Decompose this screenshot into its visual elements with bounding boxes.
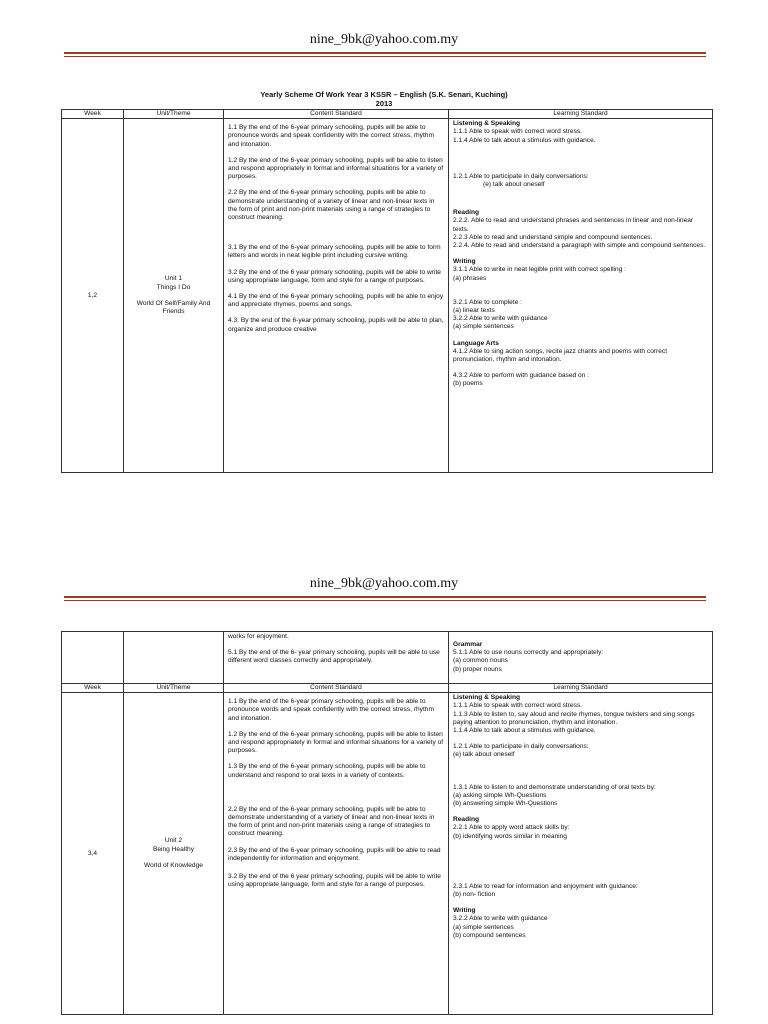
content-standard: 1.2 By the end of the 6-year primary schooling, pupils will be able to listen and respond appropriately in formal and informal situations for a variety of purposes. xyxy=(228,156,444,181)
learning-item: 1.1.3 Able to listen to, say aloud and recite rhymes, tongue twisters and sing songs paying attention to pronunciation, rhythm and intonation. xyxy=(453,710,695,726)
content-standard: 1.3 By the end of the 6-year primary schooling, pupils will be able to understand and respond to oral texts in a variety of contexts. xyxy=(228,763,426,779)
scheme-table-page-1 xyxy=(61,109,713,473)
col-week-header: Week xyxy=(62,110,124,119)
week-cell: 1,2 xyxy=(62,119,124,473)
learning-item: (a) simple sentences xyxy=(453,923,514,931)
content-standard: 3.2 By the end of the 6 year primary schooling, pupils will be able to write using appropriate language, form and style for a range of purposes. xyxy=(228,268,441,284)
content-cell xyxy=(224,632,449,684)
content-standard: 5.1 By the end of the 6- year primary schooling, pupils will be able to use different word classes correctly and appropriately. xyxy=(228,649,440,665)
content-standard: 4.1 By the end of the 6-year primary schooling, pupils will be able to enjoy and appreciate rhymes, poems and songs. xyxy=(228,293,444,309)
learning-item: (b) compound sentences xyxy=(453,931,526,939)
content-standard: 4.3. By the end of the 6-year primary schooling, pupils will be able to plan, organize and produce creative xyxy=(228,317,444,333)
learning-item: 2.2.3 Able to read and understand simple and compound sentences. xyxy=(453,233,653,241)
learning-item: 1.2.1 Able to participate in daily conversations: xyxy=(453,743,589,751)
table-row xyxy=(62,119,713,473)
unit-title: Unit 2 xyxy=(164,837,183,845)
section-label: Writing xyxy=(453,907,476,915)
learning-item: (a) common nouns xyxy=(453,657,508,665)
learning-item: 2.2.2. Able to read and understand phrases and sentences in linear and non-linear texts. xyxy=(453,217,694,233)
scheme-table-page-2 xyxy=(61,631,713,1015)
unit-name: Things I Do xyxy=(156,283,191,291)
document-title xyxy=(0,90,768,108)
learning-item: (a) asking simple Wh-Questions xyxy=(453,791,547,799)
col-content-header: Content Standard xyxy=(224,684,449,693)
col-learning-header: Learning Standard xyxy=(449,684,713,693)
learning-item: (b) poems xyxy=(453,380,483,388)
content-standard: 1.1 By the end of the 6-year primary schooling, pupils will be able to pronounce words and speak confidently with the correct stress, rhythm and intonation. xyxy=(228,124,434,148)
content-standard: 1.2 By the end of the 6-year primary schooling, pupils will be able to listen and respond appropriately in formal and informal situations for a variety of purposes. xyxy=(228,730,444,755)
unit-cell xyxy=(124,119,224,473)
content-standard: 3.1 By the end of the 6-year primary schooling, pupils will be able to form letters and words in neat legible print including cursive writing. xyxy=(228,244,441,260)
unit-cell xyxy=(124,632,224,684)
learning-cell xyxy=(449,119,713,473)
table-header-row xyxy=(62,684,713,693)
title-line-1: Yearly Scheme Of Work Year 3 KSSR – English (S.K. Senari, Kuching) xyxy=(260,90,508,99)
learning-item: 3.2.1 Able to complete : xyxy=(453,298,522,306)
learning-item: 4.1.2 Able to sing action songs, recite jazz chants and poems with correct pronunciation, rhythm and intonation. xyxy=(453,347,668,364)
learning-item: 1.1.1 Able to speak with correct word stress. xyxy=(453,702,583,710)
learning-cell xyxy=(449,693,713,1015)
learning-item: 1.1.4 Able to talk about a stimulus with guidance. xyxy=(453,136,596,144)
section-label: Listening & Speaking xyxy=(453,120,521,128)
learning-item: 4.3.2 Able to perform with guidance based on : xyxy=(453,372,589,380)
content-standard: 3.2 By the end of the 6 year primary schooling, pupils will be able to write using appropriate language, form and style for a range of purposes. xyxy=(228,873,441,889)
learning-item: 2.3.1 Able to read for information and enjoyment with guidance: xyxy=(453,882,638,890)
learning-item: (b) identifying words similar in meaning xyxy=(453,832,567,840)
learning-cell xyxy=(449,632,713,684)
content-standard: 1.1 By the end of the 6-year primary schooling, pupils will be able to pronounce words and speak confidently with the correct stress, rhythm and intonation. xyxy=(228,698,434,722)
learning-item: 1.3.1 Able to listen to and demonstrate understanding of oral texts by: xyxy=(453,783,656,791)
table-header-row xyxy=(62,110,713,119)
section-label: Reading xyxy=(453,209,480,217)
section-label: Writing xyxy=(453,258,476,266)
content-cell xyxy=(224,119,449,473)
learning-item: 3.2.2 Able to write with guidance xyxy=(453,315,548,323)
col-unit-header: Unit/Theme xyxy=(124,684,224,693)
week-cell: 3,4 xyxy=(62,693,124,1015)
learning-item: (e) talk about oneself xyxy=(453,751,515,759)
section-label: Language Arts xyxy=(453,339,499,347)
learning-item: (b) non- fiction xyxy=(453,891,496,899)
learning-item: 1.2.1 Able to participate in daily conversations: xyxy=(453,172,589,180)
col-week-header: Week xyxy=(62,684,124,693)
col-content-header: Content Standard xyxy=(224,110,449,119)
learning-item: 2.2.4. Able to read and understand a paragraph with simple and compound sentences. xyxy=(453,242,706,250)
learning-item: 2.2.1 Able to apply word attack skills by: xyxy=(453,824,570,832)
learning-item: (b) proper nouns xyxy=(453,665,502,673)
learning-item: (b) answering simple Wh-Questions xyxy=(453,800,558,808)
week-cell xyxy=(62,632,124,684)
learning-item: (a) linear texts xyxy=(453,307,495,315)
section-label: Grammar xyxy=(453,641,483,648)
content-standard: 2.2 By the end of the 6-year primary schooling, pupils will be able to demonstrate understanding of a variety of linear and non-linear texts in the form of print and non-print materials using a range of strategies to construct meaning. xyxy=(228,805,435,838)
unit-title: Unit 1 xyxy=(164,275,183,283)
learning-item: 1.1.1 Able to speak with correct word stress. xyxy=(453,128,583,136)
title-line-2: 2013 xyxy=(375,99,393,108)
section-label: Reading xyxy=(453,816,480,824)
learning-item: 5.1.1 Able to use nouns correctly and appropriately: xyxy=(453,649,604,657)
unit-theme: World of Knowledge xyxy=(144,861,203,869)
learning-item: 1.1.4 Able to talk about a stimulus with guidance. xyxy=(453,727,596,735)
learning-item: 3.1.1 Able to write in neat legible print with correct spelling : xyxy=(453,266,626,274)
learning-item: (e) talk about oneself xyxy=(483,181,545,189)
header-email: nine_9bk@yahoo.com.my xyxy=(309,576,459,591)
table-row xyxy=(62,693,713,1015)
unit-theme: World Of Self/Family And Friends xyxy=(136,299,211,315)
header-email: nine_9bk@yahoo.com.my xyxy=(309,32,459,47)
learning-item: (a) simple sentences xyxy=(453,323,514,331)
header-rule xyxy=(64,52,706,57)
unit-name: Being Healthy xyxy=(152,845,195,853)
col-unit-header: Unit/Theme xyxy=(124,110,224,119)
continuation-row xyxy=(62,632,713,684)
col-learning-header: Learning Standard xyxy=(449,110,713,119)
section-label: Listening & Speaking xyxy=(453,694,521,702)
content-standard: 2.2 By the end of the 6-year primary schooling, pupils will be able to demonstrate understanding of a variety of linear and non-linear texts in the form of print and non-print materials using a range of strategies to construct meaning. xyxy=(228,189,435,222)
learning-item: (a) phrases xyxy=(453,274,487,282)
content-standard: works for enjoyment. xyxy=(228,633,289,640)
learning-item: 3.2.2 Able to write with guidance xyxy=(453,915,548,923)
content-cell xyxy=(224,693,449,1015)
header-rule xyxy=(64,596,706,601)
unit-cell xyxy=(124,693,224,1015)
content-standard: 2.3 By the end of the 6-year primary schooling, pupils will be able to read independently for information and enjoyment. xyxy=(228,846,441,862)
